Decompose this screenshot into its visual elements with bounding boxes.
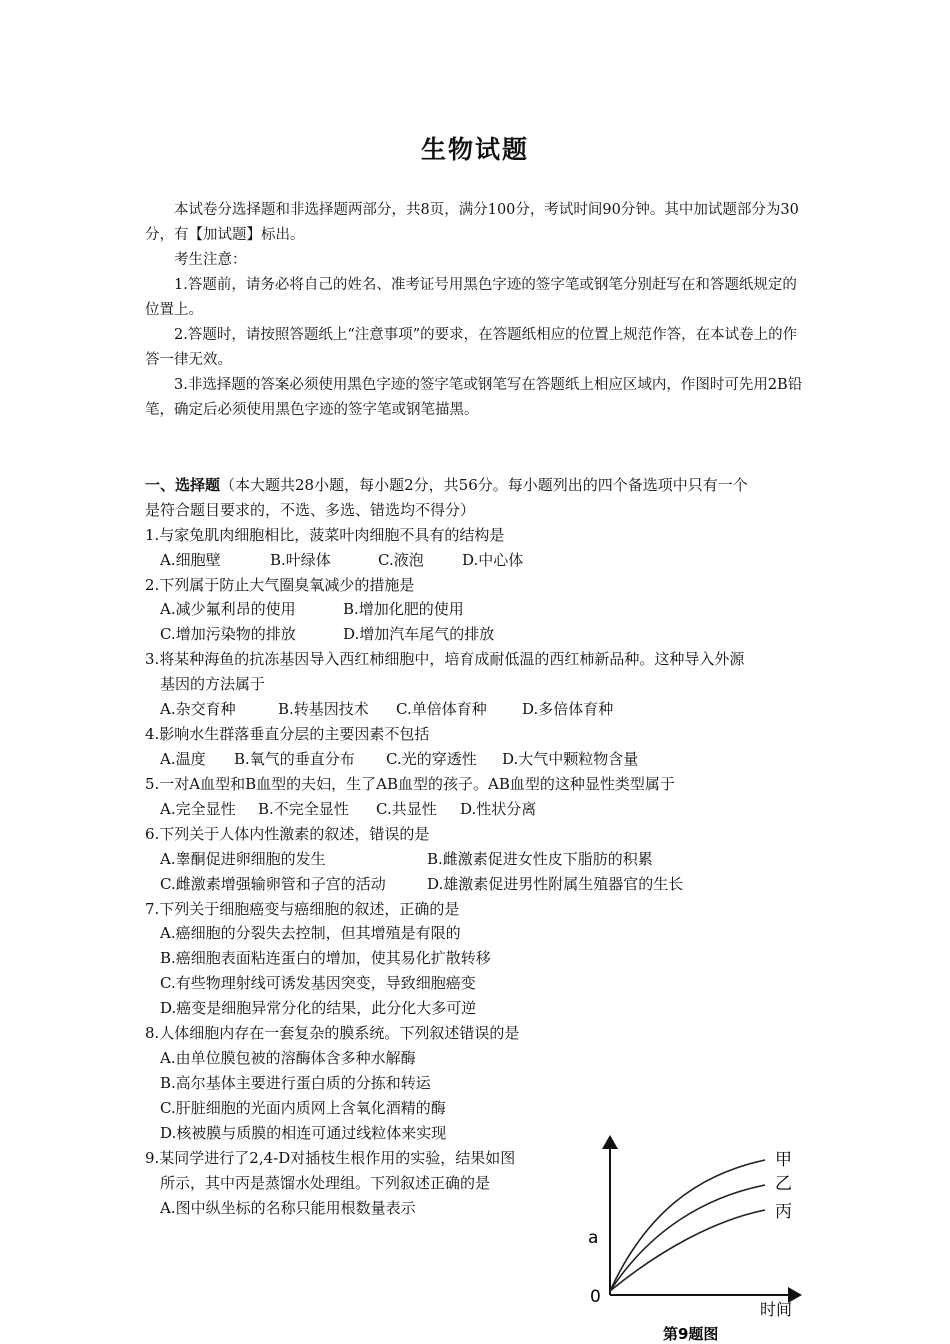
y-axis-label: a xyxy=(588,1228,599,1248)
question-9-stem-cont: 所示，其中丙是蒸馏水处理组。下列叙述正确的是 xyxy=(160,1174,491,1192)
question-5-options xyxy=(160,798,536,819)
option-c: C.液泡 xyxy=(378,551,424,569)
question-9-stem: 9.某同学进行了2,4-D对插枝生根作用的实验，结果如图 xyxy=(145,1149,516,1167)
question-8-option-b: B.高尔基体主要进行蛋白质的分拣和转运 xyxy=(160,1074,431,1092)
question-9-option-a: A.图中纵坐标的名称只能用根数量表示 xyxy=(160,1199,416,1217)
option-d: D.性状分离 xyxy=(460,800,537,818)
option-b: B.增加化肥的使用 xyxy=(343,600,464,618)
notice-label: 考生注意： xyxy=(174,252,247,268)
question-8-option-a: A.由单位膜包被的溶酶体含多种水解酶 xyxy=(160,1049,416,1067)
option-b: B.氧气的垂直分布 xyxy=(234,750,355,768)
question-4-options xyxy=(160,748,638,769)
option-a: A.细胞壁 xyxy=(160,551,221,569)
option-b: B.雌激素促进女性皮下脂肪的积累 xyxy=(427,850,653,868)
x-axis-label: 时间 xyxy=(760,1300,793,1319)
question-2-options-row1 xyxy=(160,598,464,619)
question-3-options xyxy=(160,698,613,719)
option-c: C.光的穿透性 xyxy=(386,750,477,768)
option-a: A.睾酮促进卵细胞的发生 xyxy=(160,850,326,868)
curve-jia xyxy=(610,1160,765,1291)
curve-label-jia: 甲 xyxy=(775,1150,792,1170)
curve-label-bing: 丙 xyxy=(775,1202,792,1222)
curve-label-yi: 乙 xyxy=(775,1174,792,1194)
notice-item-3: 3.非选择题的答案必须使用黑色字迹的签字笔或钢笔写在答题纸上相应区域内，作图时可先用2B铅笔，确定后必须使用黑色字迹的签字笔或钢笔描黑。 xyxy=(145,377,803,418)
question-8-option-c: C.肝脏细胞的光面内质网上含氧化酒精的酶 xyxy=(160,1099,446,1117)
option-c: C.单倍体育种 xyxy=(396,700,487,718)
section-description: （本大题共28小题，每小题2分，共56分。每小题列出的四个备选项中只有一个 xyxy=(220,476,748,494)
question-8-option-d: D.核被膜与质膜的相连可通过线粒体来实现 xyxy=(160,1124,447,1142)
intro-paragraph: 本试卷分选择题和非选择题两部分，共8页，满分100分，考试时间90分钟。其中加试题部分为30分，有【加试题】标出。 xyxy=(145,202,799,243)
question-2-options-row2 xyxy=(160,623,494,644)
question-4-stem: 4.影响水生群落垂直分层的主要因素不包括 xyxy=(145,725,430,743)
question-7-option-d: D.癌变是细胞异常分化的结果，此分化大多可逆 xyxy=(160,999,477,1017)
question-7-option-a: A.癌细胞的分裂失去控制，但其增殖是有限的 xyxy=(160,924,461,942)
option-c: C.增加污染物的排放 xyxy=(160,625,296,643)
section-heading xyxy=(145,474,748,495)
figure-caption: 第9题图 xyxy=(663,1325,719,1343)
option-d: D.多倍体育种 xyxy=(522,700,614,718)
section-description-cont: 是符合题目要求的，不选、多选、错选均不得分） xyxy=(145,501,476,519)
notice-item-1: 1.答题前，请务必将自己的姓名、准考证号用黑色字迹的签字笔或钢笔分别赶写在和答题纸规定的位置上。 xyxy=(145,277,797,318)
option-c: C.雌激素增强输卵管和子宫的活动 xyxy=(160,875,386,893)
origin-label: 0 xyxy=(590,1287,601,1307)
question-1-options xyxy=(160,549,523,570)
notice-item-2: 2.答题时，请按照答题纸上“注意事项”的要求，在答题纸相应的位置上规范作答，在本试卷上的作答一律无效。 xyxy=(145,327,798,368)
option-c: C.共显性 xyxy=(376,800,437,818)
question-6-options-row2 xyxy=(160,873,683,894)
question-8-stem: 8.人体细胞内存在一套复杂的膜系统。下列叙述错误的是 xyxy=(145,1024,520,1042)
question-7-option-b: B.癌细胞表面粘连蛋白的增加，使其易化扩散转移 xyxy=(160,949,491,967)
option-b: B.不完全显性 xyxy=(258,800,349,818)
option-d: D.雄激素促进男性附属生殖器官的生长 xyxy=(427,875,684,893)
question-2-stem: 2.下列属于防止大气圈臭氧减少的措施是 xyxy=(145,576,415,594)
option-a: A.杂交育种 xyxy=(160,700,236,718)
question-3-stem: 3.将某种海鱼的抗冻基因导入西红柿细胞中，培育成耐低温的西红柿新品种。这种导入外源 xyxy=(145,650,745,668)
question-3-stem-cont: 基因的方法属于 xyxy=(160,675,266,693)
option-d: D.大气中颗粒物含量 xyxy=(502,750,639,768)
question-6-options-row1 xyxy=(160,848,653,869)
question-7-option-c: C.有些物理射线可诱发基因突变，导致细胞癌变 xyxy=(160,974,476,992)
question-7-stem: 7.下列关于细胞癌变与癌细胞的叙述，正确的是 xyxy=(145,900,460,918)
question-1-stem: 1.与家兔肌肉细胞相比，菠菜叶肉细胞不具有的结构是 xyxy=(145,526,505,544)
option-d: D.中心体 xyxy=(462,551,524,569)
figure-9 xyxy=(585,1135,815,1344)
question-5-stem: 5.一对A血型和B血型的夫妇，生了AB血型的孩子。AB血型的这种显性类型属于 xyxy=(145,775,675,793)
option-b: B.叶绿体 xyxy=(270,551,331,569)
option-a: A.完全显性 xyxy=(160,800,236,818)
page-title: 生物试题 xyxy=(420,135,529,164)
option-a: A.减少氟利昂的使用 xyxy=(160,600,296,618)
section-title: 一、选择题 xyxy=(145,476,221,494)
option-a: A.温度 xyxy=(160,750,206,768)
option-d: D.增加汽车尾气的排放 xyxy=(343,625,495,643)
option-b: B.转基因技术 xyxy=(278,700,369,718)
question-6-stem: 6.下列关于人体内性激素的叙述，错误的是 xyxy=(145,825,430,843)
